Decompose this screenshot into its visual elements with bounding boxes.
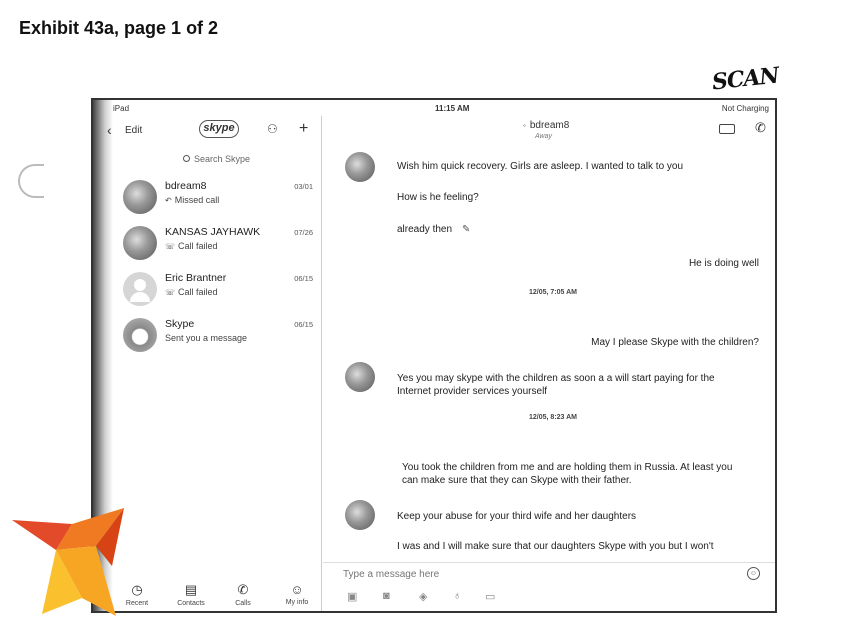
avatar [123, 226, 157, 260]
chat-contact-status: Away [535, 133, 552, 140]
contact-date: 07/26 [294, 228, 313, 237]
edit-button[interactable]: Edit [125, 125, 143, 136]
presence-icon: ◦ [523, 121, 526, 130]
contact-item[interactable] [119, 176, 319, 220]
missed-call-icon: ↶ [165, 196, 172, 205]
message-incoming: already then ✎ [397, 224, 471, 235]
contact-name: Eric Brantner [165, 272, 227, 284]
bird-logo [12, 506, 132, 618]
status-battery: Not Charging [721, 104, 769, 113]
timestamp-separator: 12/05, 7:05 AM [529, 289, 577, 296]
message-incoming: Keep your abuse for your third wife and her daughters [397, 511, 637, 522]
skype-logo: skype [199, 120, 239, 138]
contact-name: Skype [165, 318, 195, 330]
tab-my-info[interactable]: ☺ My info [275, 582, 319, 606]
bot-icon[interactable]: ⚇ [267, 122, 278, 136]
status-time: 11:15 AM [435, 104, 470, 113]
message-avatar [345, 152, 375, 182]
status-device: iPad [113, 104, 130, 113]
chat-panel [323, 116, 777, 613]
back-chevron-icon[interactable]: ‹ [107, 122, 112, 138]
contact-item[interactable] [119, 222, 319, 266]
exhibit-title: Exhibit 43a, page 1 of 2 [19, 18, 219, 38]
camera-icon[interactable]: ◙ [383, 590, 390, 602]
contact-date: 06/15 [294, 274, 313, 283]
contact-status: Sent you a message [165, 333, 248, 343]
location-icon[interactable]: ♁ [453, 590, 462, 602]
message-outgoing: He is doing well [688, 258, 759, 269]
audio-call-icon[interactable]: ✆ [755, 120, 766, 135]
message-incoming: Wish him quick recovery. Girls are asleep. I wanted to talk to you [397, 161, 684, 172]
message-outgoing: You took the children from me and are holding them in Russia. At least you can make sure that they can Skype with their father. [402, 462, 733, 486]
contact-status: ☏ Call failed [165, 241, 218, 251]
message-incoming: Yes you may skype with the children as soon a a will start paying for the Internet provider services yourself [397, 373, 715, 397]
message-input[interactable] [343, 569, 723, 580]
timestamp-separator: 12/05, 8:23 AM [529, 414, 577, 421]
sticker-icon[interactable]: ◈ [419, 591, 428, 603]
contact-name: KANSAS JAYHAWK [165, 226, 261, 238]
contact-item[interactable] [119, 314, 319, 358]
search-icon [183, 155, 190, 162]
phone-icon: ✆ [237, 582, 249, 597]
contact-status: ↶ Missed call [165, 195, 220, 205]
image-icon[interactable]: ▣ [347, 591, 358, 603]
scan-stamp: SCAN [710, 62, 780, 96]
message-incoming: How is he feeling? [397, 192, 479, 203]
message-incoming: I was and I will make sure that our daughters Skype with you but I won't [397, 541, 714, 552]
skype-bot-avatar [123, 318, 157, 352]
sidebar-header [107, 116, 322, 146]
pencil-icon: ✎ [462, 224, 471, 235]
default-avatar [123, 272, 157, 306]
contact-date: 06/15 [294, 320, 313, 329]
new-chat-icon[interactable]: + [299, 120, 309, 137]
chat-contact-name[interactable]: ◦ bdream8 [523, 120, 570, 131]
margin-mark [18, 164, 44, 198]
contact-status: ☏ Call failed [165, 287, 218, 297]
video-message-icon[interactable]: ▭ [485, 591, 496, 603]
message-avatar [345, 500, 375, 530]
sidebar [107, 116, 322, 613]
call-failed-icon: ☏ [165, 242, 176, 251]
emoji-icon[interactable]: ☺ [747, 567, 760, 580]
call-failed-icon: ☏ [165, 288, 176, 297]
contacts-book-icon: ▤ [184, 582, 198, 597]
composer-toolbar [347, 590, 547, 606]
tablet-screenshot [91, 98, 777, 613]
message-outgoing: May I please Skype with the children? [591, 337, 759, 348]
tab-calls[interactable]: ✆ Calls [221, 582, 265, 607]
message-composer [323, 562, 777, 586]
contact-name: bdream8 [165, 180, 207, 192]
search-bar[interactable] [183, 154, 250, 164]
message-avatar [345, 362, 375, 392]
search-placeholder: Search Skype [194, 154, 251, 164]
tab-recent[interactable]: ◷ Recent [115, 582, 159, 607]
video-call-icon[interactable] [719, 124, 735, 134]
avatar [123, 180, 157, 214]
tab-bar [113, 578, 322, 613]
user-icon: ☺ [290, 582, 304, 597]
contact-date: 03/01 [294, 182, 313, 191]
clock-icon: ◷ [131, 582, 143, 597]
status-bar [113, 102, 775, 116]
tab-contacts[interactable]: ▤ Contacts [169, 582, 213, 607]
contact-item[interactable] [119, 268, 319, 312]
